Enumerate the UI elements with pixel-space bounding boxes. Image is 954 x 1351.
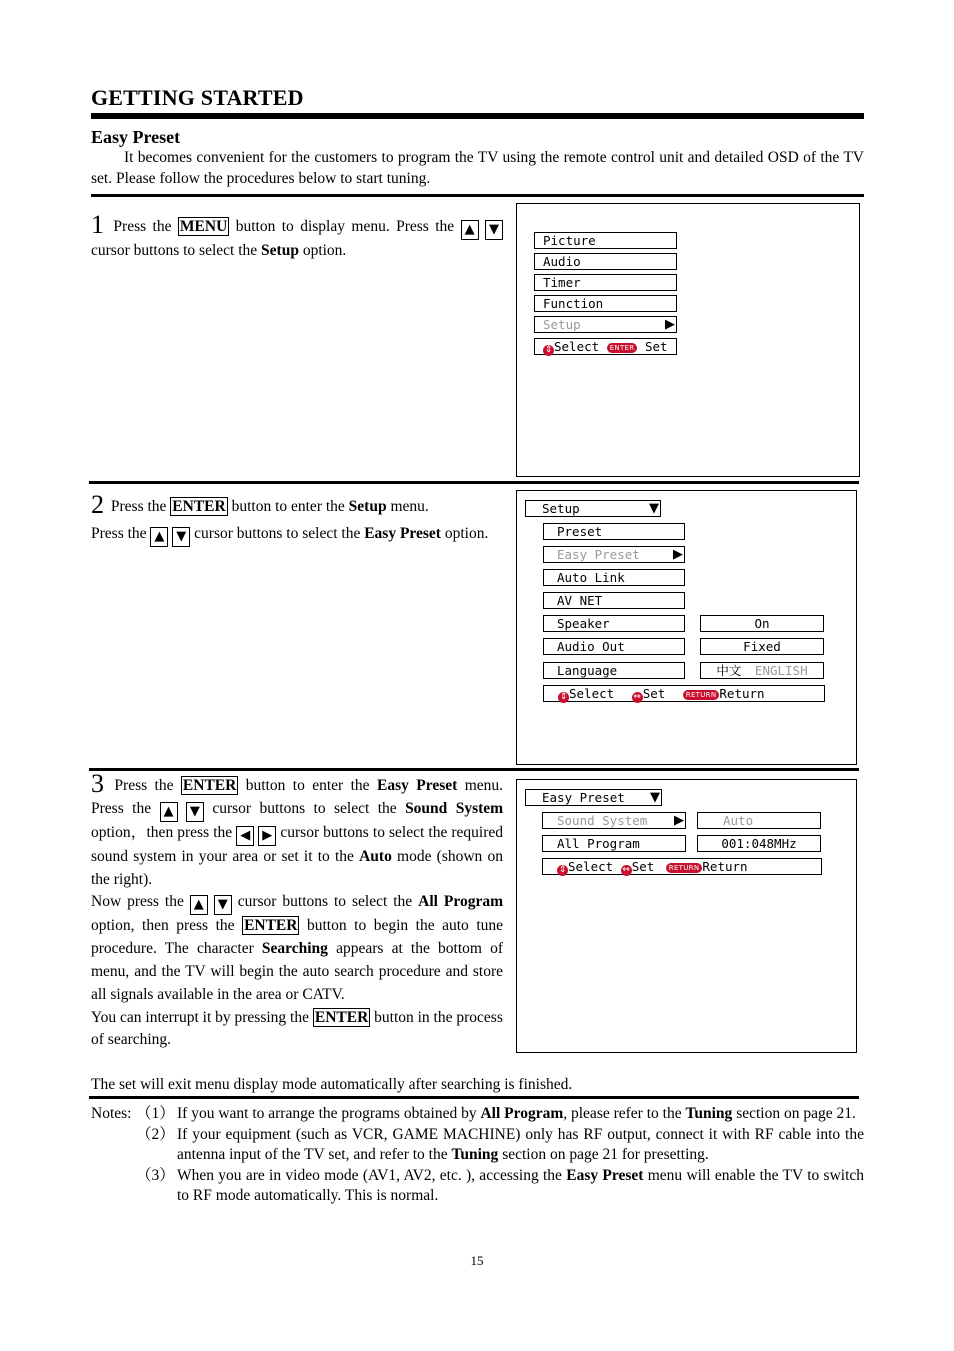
return-badge: RETURN [666,863,703,873]
notes-rule [89,1096,859,1099]
leftright-icon: ⇔ [622,865,630,875]
title-rule [91,113,864,119]
osd-footer: ⇕ Select ⇔ Set RETURN Return [543,685,825,702]
osd-item-selected: Easy Preset ▶ [543,546,685,563]
osd-item: Audio Out [543,638,685,655]
right-arrow-icon: ▶ [665,317,675,332]
step-number: 1 [91,210,104,239]
osd-item-selected: Sound System ▶ [542,812,686,829]
enter-badge: ENTER [607,343,638,353]
section-rule [91,194,864,197]
osd-value-language: 中文 ENGLISH [700,662,824,679]
right-arrow-icon: ▶ [673,547,683,562]
osd-value: Auto [697,812,821,829]
updown-icon: ⇕ [544,345,553,355]
osd-footer: ⇕ Select ENTER Set [534,338,677,355]
updown-icon: ⇕ [559,692,568,702]
osd-panel-easy-preset [516,779,857,1053]
down-arrow-icon: ▼ [214,895,232,915]
osd-item: Function [534,295,677,312]
down-arrow-icon: ▼ [186,802,204,822]
notes [91,1104,864,1207]
note-item: （2） If your equipment (such as VCR, GAME MACHINE) only has RF output, connect it with RF cable into the antenna input of the TV set, and refer to the Tuning section on page 21 for presetting. [136,1125,864,1163]
up-arrow-icon: ▲ [190,895,208,915]
down-arrow-icon: ▼ [649,501,659,516]
enter-key: ENTER [182,777,237,794]
step-rule [89,768,859,771]
right-arrow-icon: ▶ [258,826,276,846]
down-arrow-icon: ▼ [172,527,190,547]
up-arrow-icon: ▲ [160,802,178,822]
osd-panel-main-menu [516,203,860,477]
osd-item-selected: Setup ▶ [534,316,677,333]
up-arrow-icon: ▲ [461,220,479,240]
osd-value: 001:048MHz [697,835,821,852]
step-rule [89,481,859,484]
osd-item: Preset [543,523,685,540]
down-arrow-icon: ▼ [485,220,503,240]
step-number: 3 [91,769,104,798]
osd-panel-setup [516,490,857,765]
osd-footer: ⇕ Select ⇔ Set RETURN Return [542,858,822,875]
intro-text: It becomes convenient for the customers to program the TV using the remote control unit and detailed OSD of the TV set. Please follow the procedures below to start tuning. [91,149,864,187]
return-badge: RETURN [683,690,720,700]
page-title: GETTING STARTED [91,85,304,110]
leftright-icon: ⇔ [633,692,641,702]
osd-title: Setup ▼ [525,500,661,517]
step-3-closing: The set will exit menu display mode automatically after searching is finished. [91,1076,573,1093]
left-arrow-icon: ◀ [236,826,254,846]
step-number: 2 [91,490,104,519]
enter-key: ENTER [314,1008,369,1026]
step-2-text: 2 Press the ENTER button to enter the Setup menu. Press the ▲ ▼ cursor buttons to select the Easy Preset option. [91,495,503,547]
osd-item: Language [543,662,685,679]
step-1-text: 1 Press the MENU button to display menu. Press the ▲ ▼ cursor buttons to select the Setup option. [91,215,503,263]
enter-key: ENTER [244,917,298,935]
osd-item: All Program [542,835,686,852]
osd-item: Audio [534,253,677,270]
up-arrow-icon: ▲ [150,527,168,547]
osd-title: Easy Preset ▼ [525,789,662,806]
updown-icon: ⇕ [558,865,567,875]
osd-item: AV NET [543,592,685,609]
osd-value: Fixed [700,638,824,655]
right-arrow-icon: ▶ [674,813,684,828]
note-item: Notes: （1） If you want to arrange the programs obtained by All Program, please refer to the Tuning section on page 21. [91,1105,856,1122]
osd-value: On [700,615,824,632]
step-3-text: 3 Press the ENTER button to enter the Easy Preset menu. Press the ▲ ▼ cursor buttons to select the Sound System option，then press the ◀ ▶ cursor buttons to select the required sound system in your area or set it to the Auto mode (shown on the right). Now press the ▲ ▼ cursor buttons to select the All Program option, then press the ENTER button to begin the auto tune procedure. The character Searching appears at the bottom of menu, and the TV will begin the auto search procedure and store all signals available in the area or CATV. You can interrupt it by pressing the ENTER button in the process of searching. [91,769,504,1049]
menu-key: MENU [179,218,228,235]
down-arrow-icon: ▼ [650,790,660,805]
enter-key: ENTER [172,498,226,515]
osd-item: Speaker [543,615,685,632]
osd-item: Picture [534,232,677,249]
page-number: 15 [470,1253,484,1268]
osd-item: Auto Link [543,569,685,586]
osd-item: Timer [534,274,677,291]
section-title: Easy Preset [91,127,181,147]
note-item: （3） When you are in video mode (AV1, AV2, etc. ), accessing the Easy Preset menu will enable the TV to switch to RF mode automatically. This is normal. [136,1166,865,1204]
